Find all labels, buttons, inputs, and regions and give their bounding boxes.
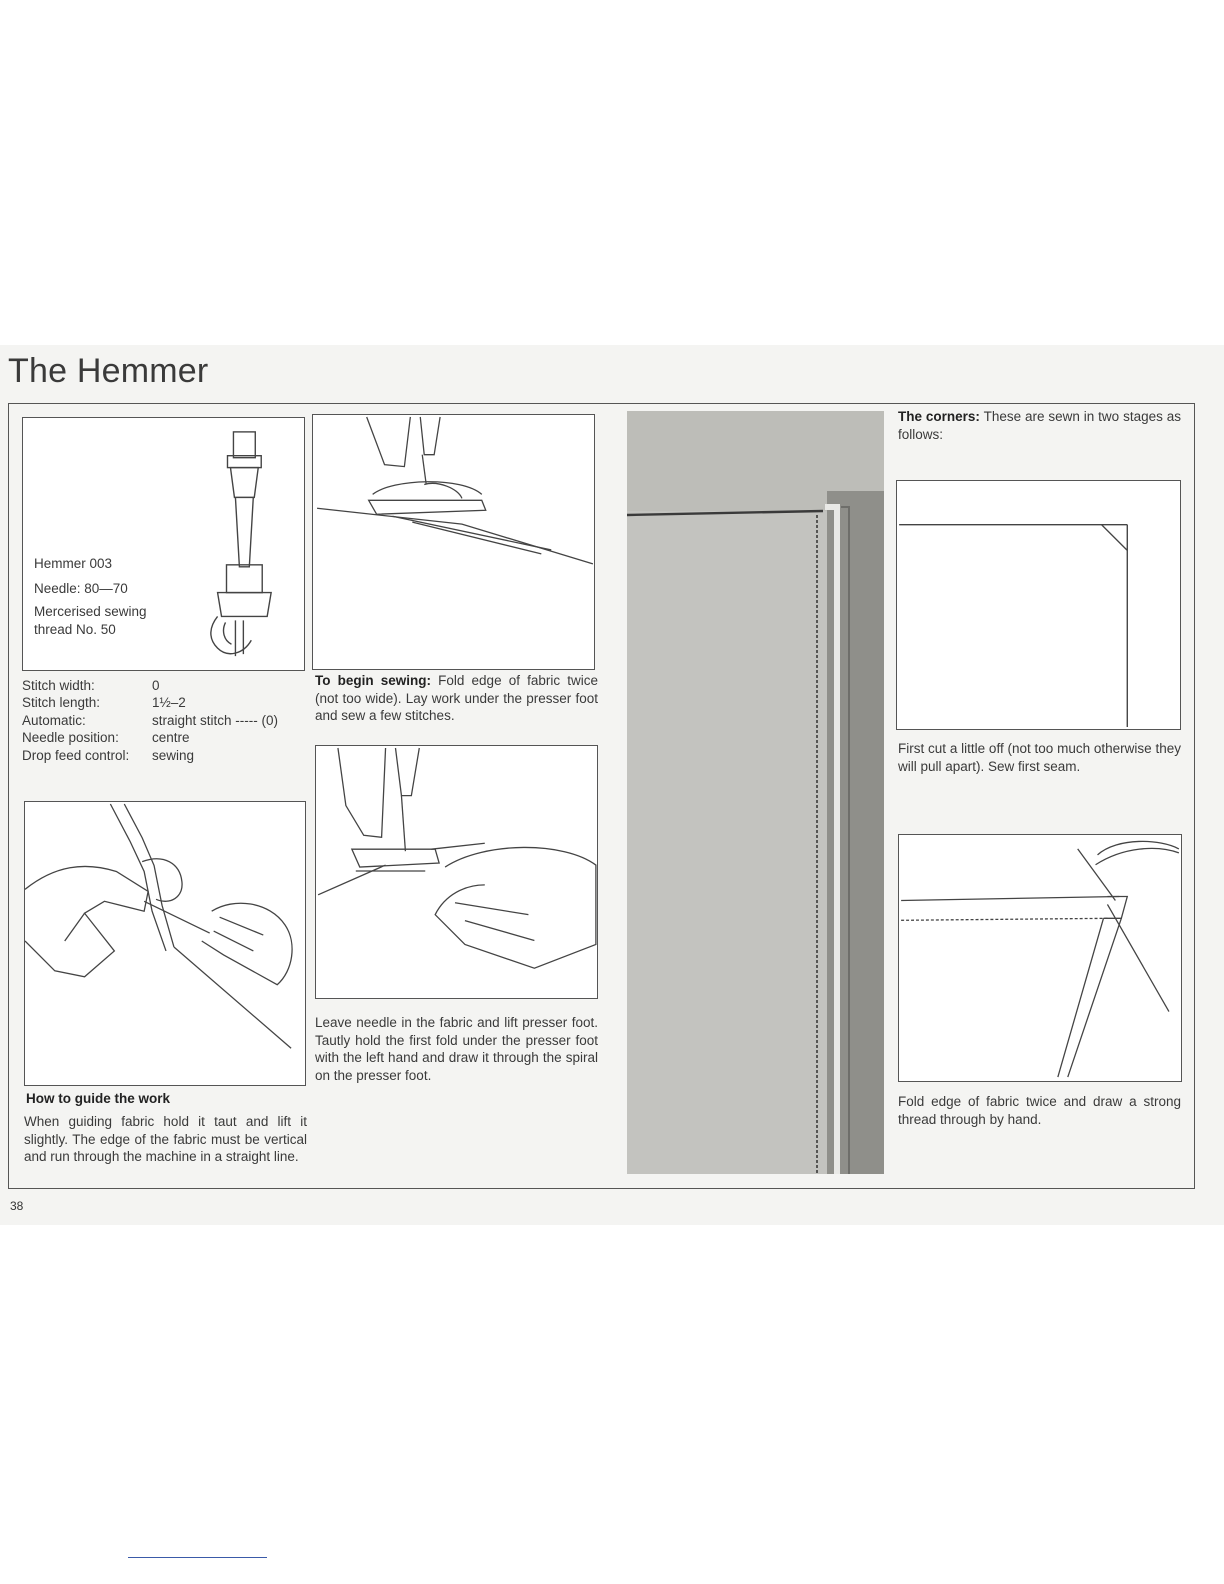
setting-value: centre (152, 730, 190, 746)
setting-row (22, 677, 278, 694)
needle-size: Needle: 80—70 (34, 581, 128, 596)
setting-label: Stitch width: (22, 678, 95, 693)
page-number: 38 (10, 1199, 24, 1213)
setting-row (22, 729, 278, 746)
setting-row (22, 712, 278, 729)
setting-value: 0 (152, 678, 160, 693)
leave-needle-illustration (315, 745, 598, 999)
begin-sewing-drawing (313, 415, 594, 669)
corners-text: These are sewn in two stages as follows: (898, 409, 1181, 442)
hands-drawing (25, 802, 305, 1085)
corners-paragraph (898, 408, 1181, 443)
corner-thread-drawing (899, 835, 1181, 1081)
corner-step1-paragraph: First cut a little off (not too much otherwise they will pull apart). Sew first seam. (898, 741, 1181, 774)
begin-sewing-heading: To begin sewing: (315, 673, 432, 688)
guide-heading: How to guide the work (26, 1091, 170, 1106)
corner-step2-paragraph: Fold edge of fabric twice and draw a strong thread through by hand. (898, 1094, 1181, 1127)
setting-value: straight stitch ----- (0) (152, 712, 279, 728)
begin-sewing-paragraph (315, 672, 598, 725)
hemmer-foot-illustration (22, 417, 305, 671)
thread-type-line2: thread No. 50 (34, 622, 116, 637)
corners-heading: The corners: (898, 409, 980, 424)
thread-type-line1: Mercerised sewing (34, 604, 147, 619)
setting-row (22, 694, 278, 711)
hem-photo-drawing (627, 411, 884, 1174)
leave-needle-paragraph: Leave needle in the fabric and lift presser foot. Tautly hold the first fold under the presser foot with the left hand and draw it through the spiral on the presser foot. (315, 1015, 598, 1083)
machine-settings (22, 677, 278, 764)
corner-cut-drawing (897, 481, 1180, 729)
hem-photograph (627, 411, 884, 1174)
guiding-hands-illustration (24, 801, 306, 1086)
setting-label: Drop feed control: (22, 747, 130, 763)
leave-needle-drawing (316, 746, 597, 998)
begin-sewing-illustration (312, 414, 595, 670)
setting-value: sewing (152, 747, 195, 763)
corner-thread-illustration (898, 834, 1182, 1082)
page-title: The Hemmer (8, 352, 209, 390)
footer-rule (128, 1557, 267, 1558)
corner-cut-illustration (896, 480, 1181, 730)
setting-row (22, 747, 278, 764)
guide-paragraph: When guiding fabric hold it taut and lift it slightly. The edge of the fabric must be vertical and run through the machine in a straight line. (24, 1114, 307, 1164)
foot-name: Hemmer 003 (34, 556, 113, 571)
setting-label: Needle position: (22, 730, 119, 746)
begin-sewing-text: Fold edge of fabric twice (not too wide). Lay work under the presser foot and sew a few stitches. (315, 673, 598, 723)
setting-value: 1½–2 (152, 695, 186, 711)
setting-label: Stitch length: (22, 695, 101, 711)
setting-label: Automatic: (22, 712, 86, 728)
